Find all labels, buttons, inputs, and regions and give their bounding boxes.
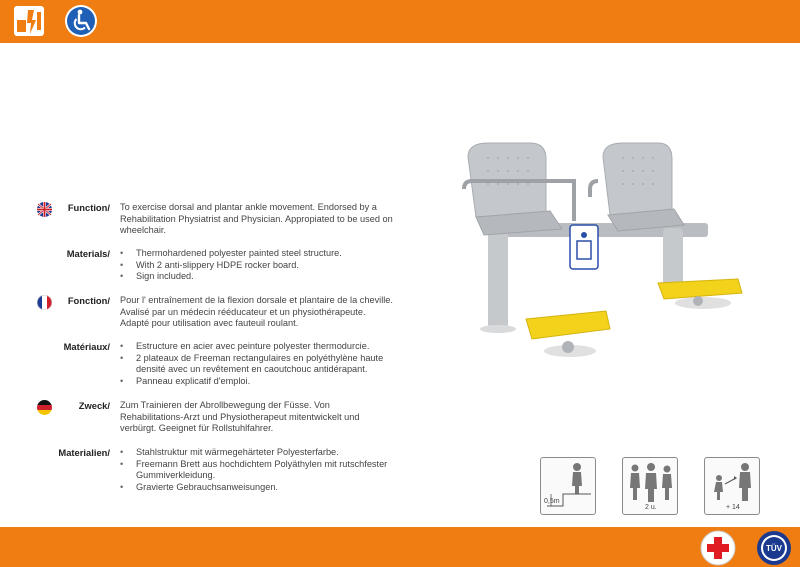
age-label: + 14 — [726, 504, 740, 511]
function-text-de: Zum Trainieren der Abrollbewegung der Füsse. Von Rehabilitations-Arzt und Physiotherapeut mitentwickelt und verbürgt. Geeignet für Rollstuhlfahrer. — [120, 400, 360, 434]
function-label-fr: Fonction/ — [67, 295, 110, 306]
materials-label-en: Materials/ — [66, 248, 110, 259]
fall-height-label: 0,5m — [544, 498, 560, 505]
header-bar — [0, 0, 800, 43]
list-item: • Panneau explicatif d'emploi. — [120, 376, 410, 388]
list-item: • With 2 anti-slippery HDPE rocker board. — [120, 260, 410, 272]
materials-list-en — [120, 248, 410, 283]
fall-height-icon — [541, 458, 597, 516]
users-pictogram — [622, 457, 678, 515]
tuv-certification-icon — [756, 530, 792, 566]
materials-list-de — [120, 447, 410, 493]
list-item: • Gravierte Gebrauchsanweisungen. — [120, 482, 410, 494]
list-item: • Sign included. — [120, 271, 410, 283]
materials-label-de: Materialien/ — [58, 447, 110, 458]
wheelchair-icon — [64, 4, 98, 38]
ankle-rehab-station-icon — [458, 133, 758, 363]
footer-bar — [0, 527, 800, 567]
list-item: • Thermohardened polyester painted steel structure. — [120, 248, 410, 260]
list-item: • Freemann Brett aus hochdichtem Polyäthylen mit rutschfester Gummiverkleidung. — [120, 459, 410, 482]
users-label: 2 u. — [645, 504, 657, 511]
function-label-en: Function/ — [67, 202, 110, 213]
tuv-text: TÜV — [766, 544, 782, 553]
function-label-de: Zweck/ — [78, 400, 110, 411]
materials-label-fr: Matériaux/ — [63, 341, 110, 352]
red-cross-icon — [700, 530, 736, 566]
list-item: • Estructure en acier avec peinture polyester thermodurcie. — [120, 341, 410, 353]
function-text-en: To exercise dorsal and plantar ankle movement. Endorsed by a Rehabilitation Physiatrist and Physician. Appropiated to be used on wheelchair. — [120, 202, 393, 236]
materials-list-fr — [120, 341, 410, 387]
fall-height-pictogram — [540, 457, 596, 515]
age-pictogram — [704, 457, 760, 515]
list-item: • Stahlstruktur mit wärmegehärteter Polyesterfarbe. — [120, 447, 410, 459]
list-item: • 2 plateaux de Freeman rectangulaires en polyéthylène haute densité avec un revêtement en caoutchouc antidérapant. — [120, 353, 410, 376]
function-text-fr: Pour l' entraînement de la flexion dorsale et plantaire de la cheville. Avalisé par un médecin rééducateur et un physiothérapeute. Adapté pour utilisation avec fauteuil roulant. — [120, 295, 393, 329]
fitness-icon — [12, 4, 46, 38]
